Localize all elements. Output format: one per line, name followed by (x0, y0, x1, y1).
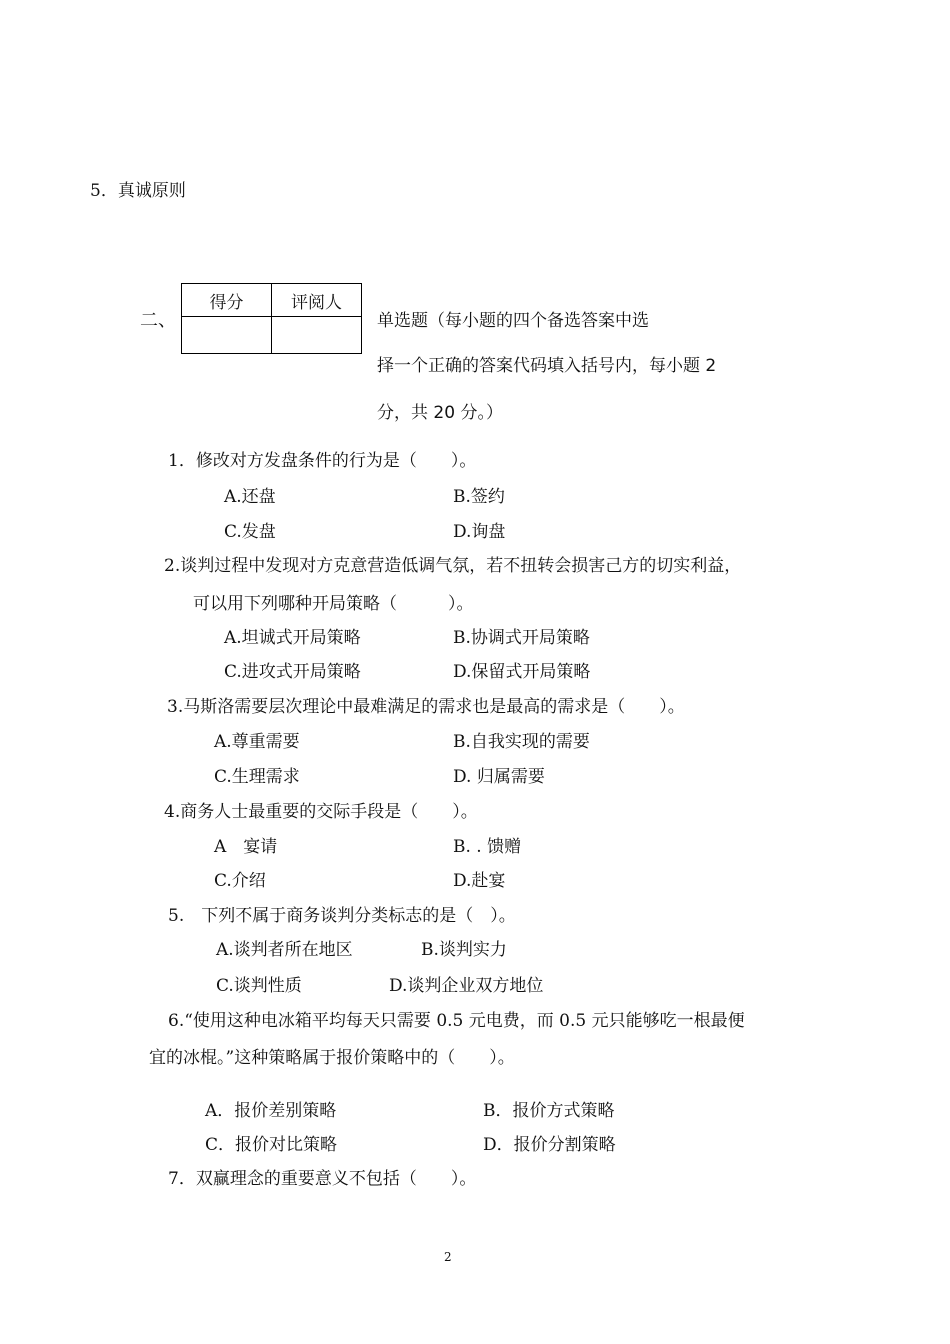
q6-stem-line-2: 宜的冰棍。”这种策略属于报价策略中的（ ）。 (149, 1048, 515, 1068)
q2-stem-line-2: 可以用下列哪种开局策略（ ）。 (193, 594, 474, 614)
q1-option-c: C.发盘 (224, 522, 276, 542)
instruction-line-2: 择一个正确的答案代码填入括号内，每小题 2 (377, 356, 717, 376)
q5-option-d: D.谈判企业双方地位 (389, 976, 544, 996)
q4-option-a: A 宴请 (214, 837, 278, 857)
q2-option-c: C.进攻式开局策略 (224, 662, 361, 682)
score-table (181, 283, 362, 354)
instruction-line-1: 单选题（每小题的四个备选答案中选 (377, 311, 649, 331)
section-number: 二、 (140, 310, 176, 331)
q5-stem: 5. 下列不属于商务谈判分类标志的是（ ）。 (168, 906, 516, 926)
q5-option-c: C.谈判性质 (216, 976, 302, 996)
q4-stem: 4.商务人士最重要的交际手段是（ ）。 (164, 802, 478, 822)
q3-option-b: B.自我实现的需要 (453, 732, 590, 752)
q2-stem-line-1: 2.谈判过程中发现对方克意营造低调气氛，若不扭转会损害己方的切实利益， (164, 556, 742, 576)
q4-option-b: B. . 馈赠 (453, 837, 522, 857)
q3-option-a: A.尊重需要 (214, 732, 300, 752)
q1-stem: 1．修改对方发盘条件的行为是（ ）。 (168, 451, 477, 471)
score-cell (182, 317, 272, 354)
q1-option-b: B.签约 (453, 487, 505, 507)
q2-option-d: D.保留式开局策略 (453, 662, 591, 682)
q1-option-a: A.还盘 (224, 487, 276, 507)
item-5-text: 5．真诚原则 (90, 181, 186, 201)
q4-option-c: C.介绍 (214, 871, 266, 891)
q6-option-a: A．报价差别策略 (205, 1101, 337, 1121)
q3-stem: 3.马斯洛需要层次理论中最难满足的需求也是最高的需求是（ ）。 (167, 697, 685, 717)
q3-option-c: C.生理需求 (214, 767, 300, 787)
q2-option-b: B.协调式开局策略 (453, 628, 590, 648)
reviewer-header: 评阅人 (272, 284, 362, 317)
instruction-line-3: 分，共 20 分。） (377, 403, 503, 423)
q7-stem: 7．双赢理念的重要意义不包括（ ）。 (168, 1169, 477, 1189)
q6-option-d: D．报价分割策略 (483, 1135, 616, 1155)
q6-option-b: B．报价方式策略 (483, 1101, 615, 1121)
q6-stem-line-1: 6.“使用这种电冰箱平均每天只需要 0.5 元电费，而 0.5 元只能够吃一根最便 (168, 1011, 745, 1031)
page-number: 2 (444, 1250, 452, 1264)
q1-option-d: D.询盘 (453, 522, 506, 542)
q6-option-c: C．报价对比策略 (205, 1135, 338, 1155)
q2-option-a: A.坦诚式开局策略 (224, 628, 361, 648)
q5-option-a: A.谈判者所在地区 (216, 940, 353, 960)
q3-option-d: D. 归属需要 (453, 767, 545, 787)
q4-option-d: D.赴宴 (453, 871, 506, 891)
reviewer-cell (272, 317, 362, 354)
score-header: 得分 (182, 284, 272, 317)
q5-option-b: B.谈判实力 (421, 940, 507, 960)
